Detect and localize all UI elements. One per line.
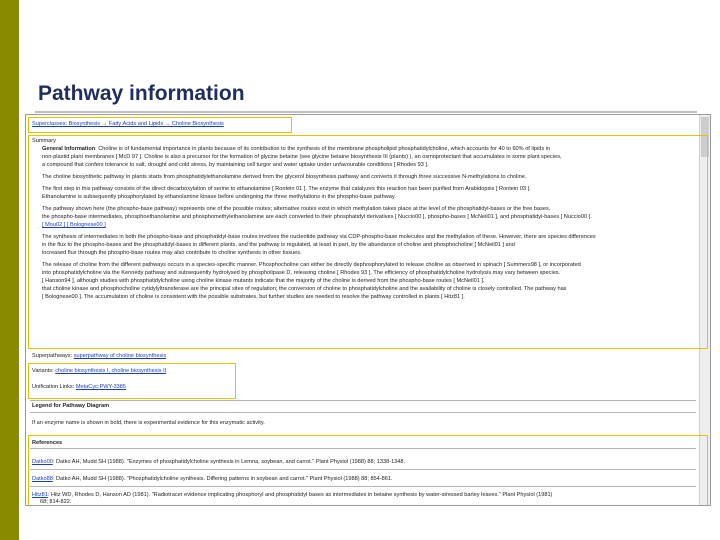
body-line: The pathway shown here (the phospho-base pathway) represents one of the possible routes; alternative routes exist in which methylation takes place at the level of the phosphatidyl-bases or the free bases. [42,206,551,212]
divider [30,412,696,413]
unification-link[interactable]: MetaCyc:PWY-3385 [75,384,127,390]
breadcrumb-highlight [28,117,292,133]
summary-label: Summary [32,138,56,144]
variants-label: Variants: [32,368,54,374]
variants-links[interactable]: choline biosynthesis I, choline biosynthesis II [55,368,167,374]
reference-key[interactable]: Datko88 [32,476,53,482]
body-line[interactable]: [ Mou02 ] [ Bolognese00 ] [42,222,106,228]
variants-row [32,368,166,375]
reference-text: Hitz WD, Rhodes D, Hanson AD (1981). "Radiotracer evidence implicating phosphoryl and phosphatidyl bases as intermediates in betaine synthesis by water-stressed barley leaves." Plant Physiol (1981) [50,492,553,498]
body-line: [ Hanson94 ], although studies with phosphatidylcholine using choline kinase mutants indicate that the majority of the choline is derived from the phospho-base routes [ McNeil01 ]. [42,278,485,284]
legend-heading: Legend for Pathway Diagram [32,403,110,409]
superpathways-label: Superpathways: [32,353,73,359]
unification-label: Unification Links: [32,384,75,390]
references-heading: References [32,440,63,446]
unification-row [32,384,126,391]
general-info-label: General Information [42,146,96,152]
body-line: The choline biosynthetic pathway in plants starts from phosphatidylethanolamine derived from the glycerol biosynthesis pathway and converts it through three successive N-methylations to choline. [42,174,527,180]
divider [30,400,696,401]
body-line: non-plastid plant membranes [ McD 97 ]. Choline is also a precursor for the formation of glycine betaine (see glycine betaine biosynthesis III (plants) ), an osmoprotectant that accumulates in some plant species, [42,154,562,160]
legend-text: If an enzyme name is shown in bold, there is experimental evidence for this enzymatic activity. [32,420,265,426]
body-line: in the flux to the phospho-bases and the phosphatidyl-bases in different plants, and the pathway is regulated, at least in part, by the abundance of choline and phosphocholine [ McNeil01 ] and [42,242,515,248]
body-line: the phospho-base intermediates, phosphoethanolamine and phosphomethylethanolamine are each converted to their phosphatidyl derivatives [ Nuccio00 ], phospho-bases [ McNeil01 ], and phosphatidyl-bases [ Nuccio00 ]. [42,214,592,220]
reference-text: Datko AH, Mudd SH (1988). "Enzymes of phosphatidylcholine synthesis in Lemna, soybean, and carrot." Plant Physiol (1988) 88; 1338-1348. [55,459,406,465]
reference-item: Hitz81: Hitz WD, Rhodes D, Hanson AD (1981). "Radiotracer evidence implicating phosphoryl and phosphatidyl bases as intermediates in betaine synthesis by water-stressed barley leaves." Plant Physiol (1981) [32,492,553,498]
body-line: increased flux through the phospho-base routes may also contribute to choline synthesis in other tissues. [42,250,302,256]
divider [30,486,696,487]
divider [30,448,696,449]
superpathways-row [32,353,166,360]
slide-accent-bar [0,0,19,540]
divider [30,469,696,470]
slide-title: Pathway information [38,82,245,105]
general-info-paragraph: General Information: Choline is of fundamental importance in plants because of its contribution to the synthesis of the membrane phospholipid phosphatidylcholine, which accounts for 40 to 60% of lipids in [42,146,551,152]
body-line: a compound that confers tolerance to salt, drought and cold stress, by maintaining cell turgor and water uptake under unfavourable conditions [ Rhodes 93 ]. [42,162,429,168]
reference-key[interactable]: Hitz81 [32,492,48,498]
breadcrumb[interactable]: Superclasses: Biosynthesis → Fatty Acids and Lipids → Choline Biosynthesis [32,121,224,127]
reference-key[interactable]: Datko00 [32,459,53,465]
reference-item: Datko00: Datko AH, Mudd SH (1988). "Enzymes of phosphatidylcholine synthesis in Lemna, soybean, and carrot." Plant Physiol (1988) 88; 1338-1348. [32,459,406,465]
body-line: The release of choline from the different pathways occurs in a species-specific manner. Phosphocholine can either be directly dephosphorylated to release choline as observed in spinach [ Summers98 ], or incorporated [42,262,581,268]
reference-continuation: 68; 814-822. [40,499,72,505]
title-underline [35,111,697,113]
general-info-text: Choline is of fundamental importance in plants because of its contribution to the synthesis of the membrane phospholipid phosphatidylcholine, which accounts for 40 to 60% of lipids in [98,146,551,152]
body-line: The synthesis of intermediates in both the phospho-base and phosphatidyl-base routes involves the nucleotide pathway via CDP-phospho-base molecules and the methylation of these. However, there are species differences [42,234,596,240]
body-line: The first step in this pathway consists of the direct decarboxylation of serine to ethanolamine [ Rontein 01 ]. The enzyme that catalyzes this reaction has been purified from Arabidopsis [ Rontein 03 ]. [42,186,531,192]
reference-item: Datko88: Datko AH, Mudd SH (1988). "Phosphatidylcholine synthesis. Differing patterns in soybean and carrot." Plant Physiol (1988) 88; 854-861. [32,476,393,482]
body-line: [ Bolognese00 ]. The accumulation of choline is consistent with the possible substrates, but further studies are needed to resolve the pathway controlled in plants [ Hitz81 ]. [42,294,465,300]
body-line: Ethanolamine is subsequently phosphorylated by ethanolamine kinase before undergoing the three methylations in the phospho-base pathway. [42,194,396,200]
body-line: that choline kinase and phosphocholine cytidylyltransferase are the principal sites of regulation; the conversion of choline to phosphatidylcholine and the availability of choline is closely controlled. The pathway has [42,286,567,292]
body-line: into phosphatidylcholine via the Kennedy pathway and subsequently hydrolysed by phospholipase D, releasing choline [ Rhodes 93 ]. The efficiency of phosphatidylcholine hydrolysis may vary between species. [42,270,561,276]
pathway-page-screenshot [25,114,711,506]
superpathway-link[interactable]: superpathway of choline biosynthesis [73,353,167,359]
reference-text: Datko AH, Mudd SH (1988). "Phosphatidylcholine synthesis. Differing patterns in soybean and carrot." Plant Physiol (1988) 88; 854-861. [55,476,393,482]
